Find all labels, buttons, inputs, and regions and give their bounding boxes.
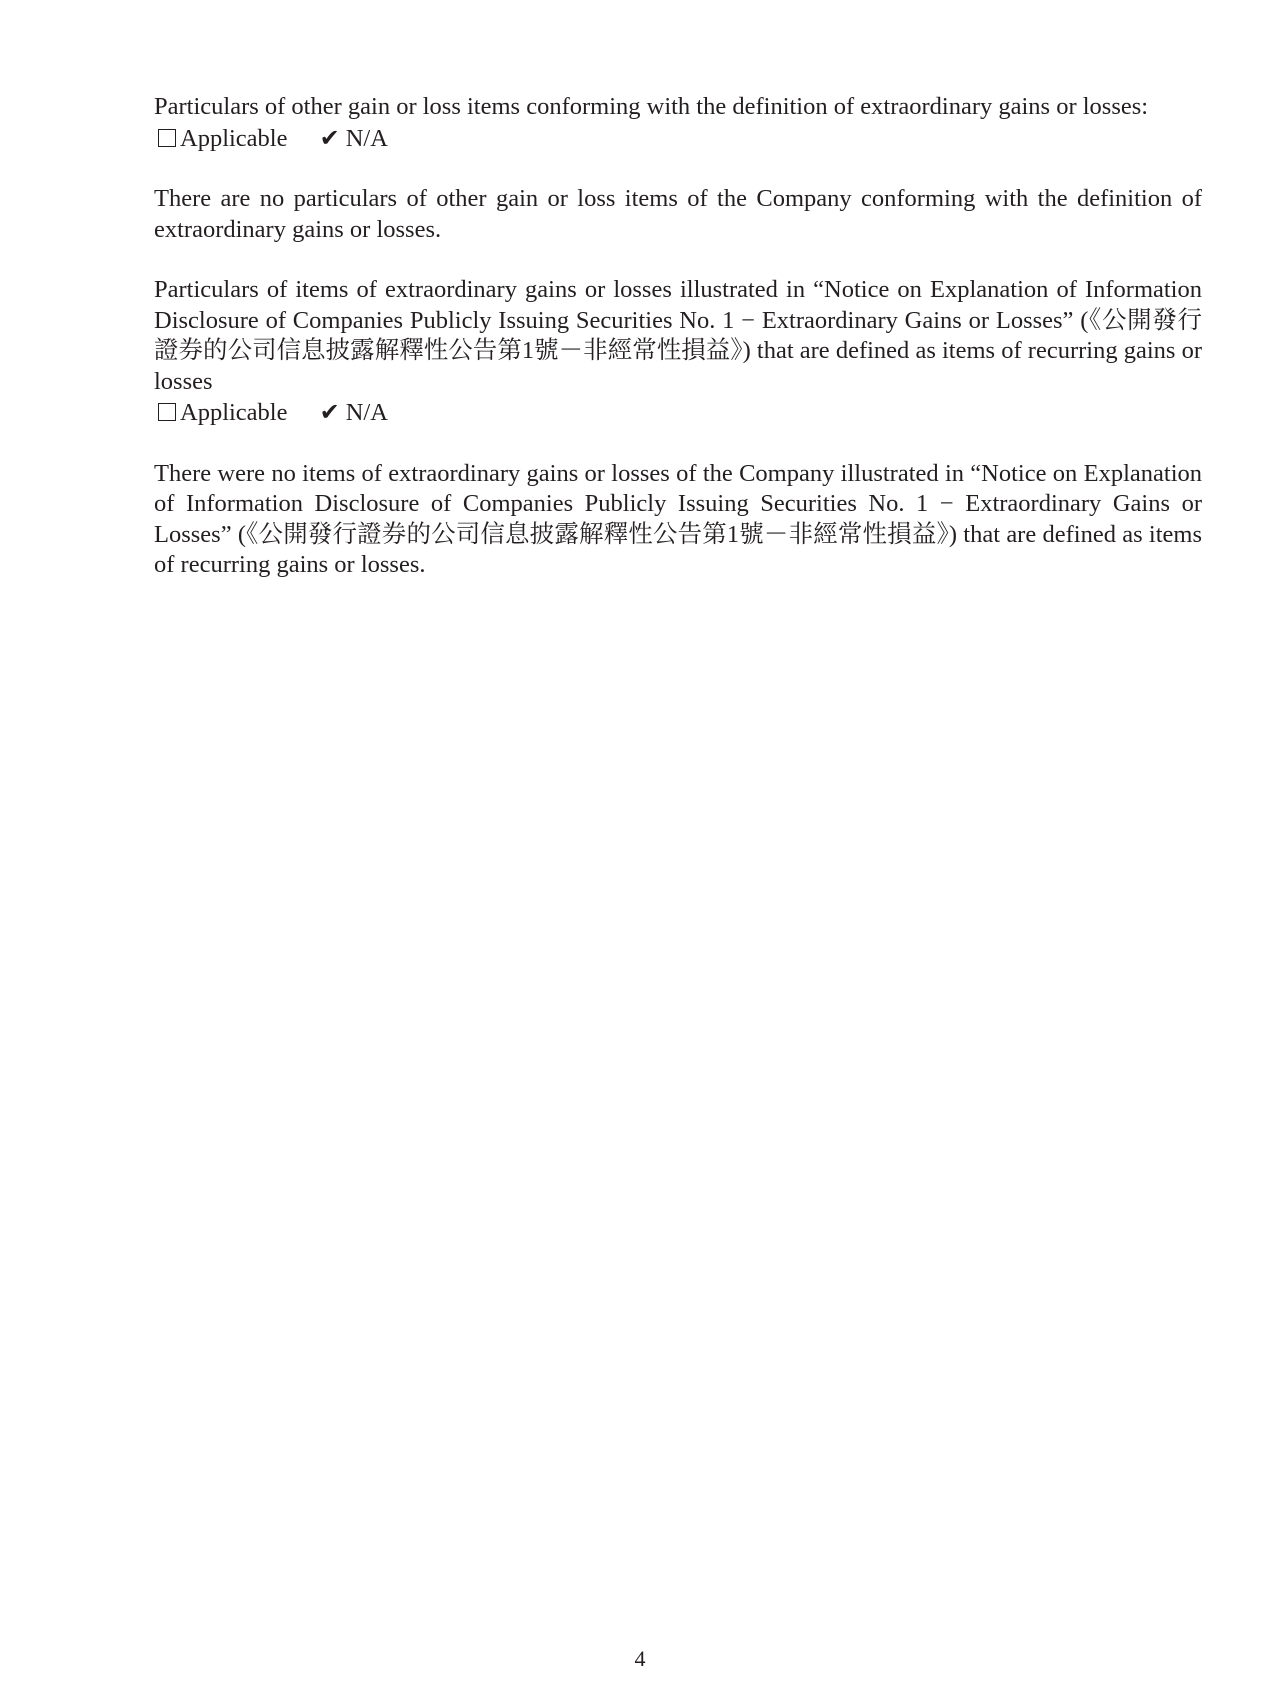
checkmark-icon: ✔: [319, 123, 340, 152]
page-number: 4: [634, 1646, 646, 1671]
checkmark-icon: ✔: [319, 398, 340, 426]
applicable-label: Applicable: [180, 399, 288, 426]
section2-body: There were no items of extraordinary gains or losses of the Company illustrated in “Notice on Explanation of Information Disclosure of Companies Publicly Issuing Securities No. 1 − Extraordinary Gains or Losses” (《公開發行證券的公司信息披露解釋性公告第1號－非經常性損益》) that are defined as items of recurring gains or losses.: [154, 459, 1202, 578]
section2-options: [154, 397, 1202, 429]
document-page: [154, 92, 1202, 581]
na-label: N/A: [345, 124, 388, 152]
applicable-label: Applicable: [180, 124, 288, 152]
na-label: N/A: [345, 399, 388, 426]
applicable-checkbox-icon: [158, 403, 176, 421]
applicable-checkbox-icon: [158, 129, 176, 147]
na-option: [320, 399, 388, 426]
section1-heading: Particulars of other gain or loss items conforming with the definition of extraordinary gains or losses:: [154, 93, 1149, 120]
section1-options: [154, 123, 1202, 155]
na-option: [320, 125, 388, 152]
section2-heading: Particulars of items of extraordinary gains or losses illustrated in “Notice on Explanation of Information Disclosure of Companies Publicly Issuing Securities No. 1 − Extraordinary Gains or Losses” (《公開發行證券的公司信息披露解釋性公告第1號－非經常性損益》) that are defined as items of recurring gains or losses: [154, 276, 1202, 395]
section1-body: There are no particulars of other gain or loss items of the Company conforming with the definition of extraordinary gains or losses.: [154, 185, 1202, 243]
